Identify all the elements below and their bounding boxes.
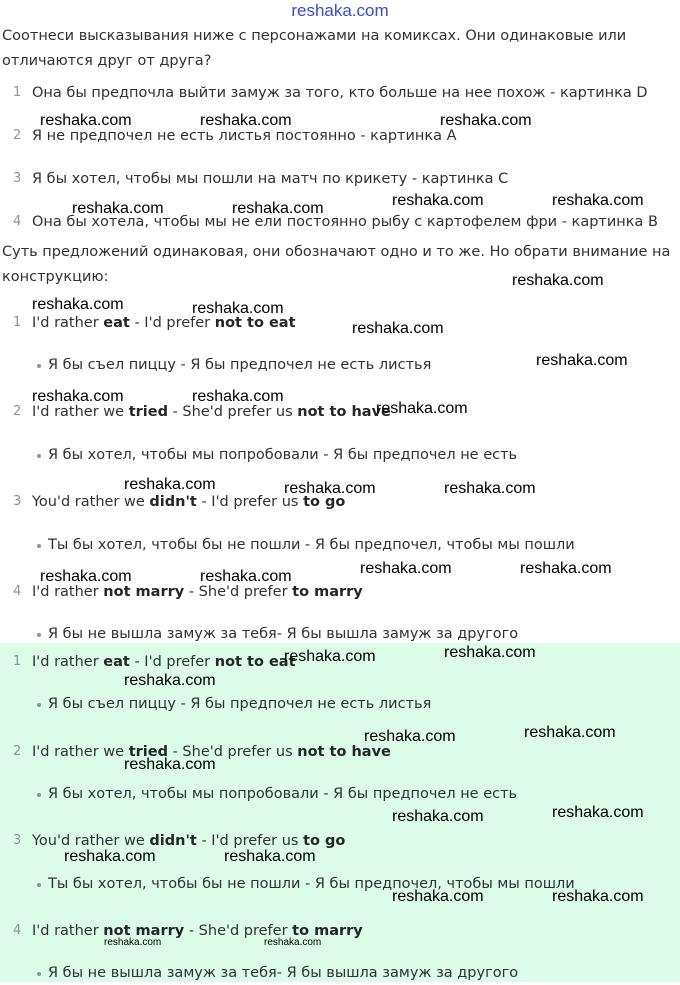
watermark: reshaka.com	[512, 272, 604, 289]
pair-sentence: You'd rather we didn't - I'd prefer us to go	[32, 494, 346, 510]
watermark: reshaka.com	[284, 648, 376, 665]
watermark: reshaka.com	[200, 112, 292, 129]
item-number: 1	[13, 85, 22, 100]
statement-item	[0, 167, 680, 191]
pair-translation: Я бы съел пиццу - Я бы предпочел не есть листья	[48, 692, 431, 716]
watermark: reshaka.com	[364, 728, 456, 745]
watermark: reshaka.com	[40, 112, 132, 129]
item-number: 2	[13, 128, 22, 143]
pair-item	[0, 740, 680, 764]
watermark: reshaka.com	[392, 192, 484, 209]
item-number: 3	[13, 494, 22, 509]
watermark: reshaka.com	[552, 192, 644, 209]
watermark: reshaka.com	[392, 808, 484, 825]
intro-text: Соотнеси высказывания ниже с персонажами на комиксах. Они одинаковые или отличаются друг от друга?	[2, 28, 627, 69]
watermark: reshaka.com	[552, 804, 644, 821]
pair-translation: Я бы съел пиццу - Я бы предпочел не есть листья	[48, 353, 431, 377]
watermark: reshaka.com	[104, 937, 162, 948]
watermark: reshaka.com	[124, 756, 216, 773]
watermark: reshaka.com	[32, 388, 124, 405]
watermark: reshaka.com	[64, 848, 156, 865]
watermark: reshaka.com	[524, 724, 616, 741]
pair-sentence: I'd rather not marry - She'd prefer to marry	[32, 923, 363, 939]
pair-translation: Я бы хотел, чтобы мы попробовали - Я бы предпочел не есть	[48, 782, 517, 806]
watermark: reshaka.com	[232, 200, 324, 217]
pair-sentence: I'd rather we tried - She'd prefer us not to have	[32, 404, 391, 420]
watermark: reshaka.com	[40, 568, 132, 585]
item-number: 2	[13, 404, 22, 419]
statement-text: Она бы хотела, чтобы мы не ели постоянно рыбу с картофелем фри - картинка В	[32, 214, 658, 230]
pair-sentence: I'd rather we tried - She'd prefer us not to have	[32, 744, 391, 760]
watermark: reshaka.com	[32, 296, 124, 313]
item-number: 1	[13, 315, 22, 330]
statement-item	[0, 81, 680, 105]
watermark: reshaka.com	[72, 200, 164, 217]
watermark: reshaka.com	[392, 888, 484, 905]
pair-translation: Ты бы хотел, чтобы бы не пошли - Я бы предпочел, чтобы мы пошли	[48, 872, 575, 896]
watermark: reshaka.com	[224, 848, 316, 865]
item-number: 3	[13, 171, 22, 186]
watermark: reshaka.com	[376, 400, 468, 417]
item-number: 1	[13, 654, 22, 669]
watermark: reshaka.com	[200, 568, 292, 585]
watermark: reshaka.com	[284, 480, 376, 497]
watermark: reshaka.com	[444, 644, 536, 661]
item-number: 4	[13, 923, 22, 938]
item-number: 2	[13, 744, 22, 759]
watermark: reshaka.com	[536, 352, 628, 369]
watermark: reshaka.com	[124, 476, 216, 493]
item-number: 3	[13, 833, 22, 848]
watermark: reshaka.com	[552, 888, 644, 905]
watermark: reshaka.com	[444, 480, 536, 497]
pair-item	[0, 311, 680, 335]
watermark: reshaka.com	[440, 112, 532, 129]
item-number: 4	[13, 214, 22, 229]
pair-sentence: You'd rather we didn't - I'd prefer us to go	[32, 833, 346, 849]
statement-text: Я не предпочел не есть листья постоянно - картинка А	[32, 128, 457, 144]
watermark: reshaka.com	[192, 388, 284, 405]
watermark: reshaka.com	[192, 300, 284, 317]
pair-translation: Ты бы хотел, чтобы бы не пошли - Я бы предпочел, чтобы мы пошли	[48, 533, 575, 557]
watermark: reshaka.com	[124, 672, 216, 689]
watermark: reshaka.com	[264, 937, 322, 948]
pair-translation: Я бы не вышла замуж за тебя- Я бы вышла замуж за другого	[48, 961, 518, 985]
pair-sentence: I'd rather eat - I'd prefer not to eat	[32, 654, 296, 670]
pair-item	[0, 919, 680, 943]
statement-text: Она бы предпочла выйти замуж за того, кто больше на нее похож - картинка D	[32, 85, 648, 101]
pair-sentence: I'd rather eat - I'd prefer not to eat	[32, 315, 296, 331]
pair-sentence: I'd rather not marry - She'd prefer to marry	[32, 584, 363, 600]
watermark: reshaka.com	[360, 560, 452, 577]
explanation-text: Суть предложений одинаковая, они обозначают одно и то же. Но обрати внимание на конструкцию:	[2, 244, 671, 285]
watermark: reshaka.com	[352, 320, 444, 337]
pair-translation: Я бы не вышла замуж за тебя- Я бы вышла замуж за другого	[48, 622, 518, 646]
item-number: 4	[13, 584, 22, 599]
watermark: reshaka.com	[520, 560, 612, 577]
pair-translation: Я бы хотел, чтобы мы попробовали - Я бы предпочел не есть	[48, 443, 517, 467]
statement-text: Я бы хотел, чтобы мы пошли на матч по крикету - картинка С	[32, 171, 509, 187]
site-title[interactable]: reshaka.com	[291, 1, 389, 20]
